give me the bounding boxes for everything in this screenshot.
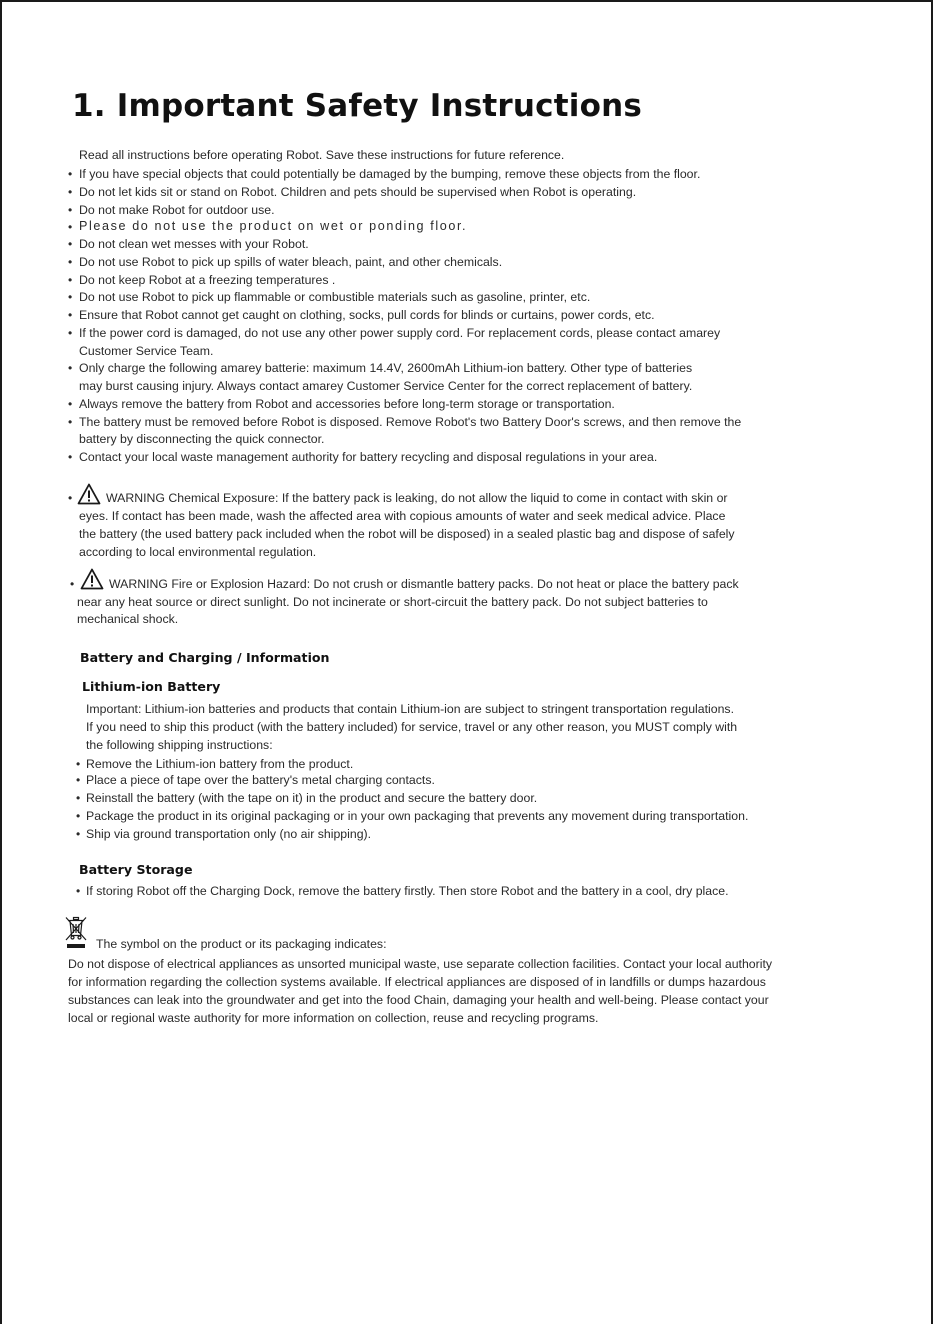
bullet-marker: • [68, 273, 73, 287]
bullet-marker: • [68, 203, 73, 217]
bullet-marker: • [68, 255, 73, 269]
safety-item: Do not keep Robot at a freezing temperatures . [79, 273, 336, 287]
warning-chemical-text: according to local environmental regulation. [79, 545, 317, 559]
crossed-bin-icon [64, 916, 88, 951]
warning-chemical-text: WARNING Chemical Exposure: If the battery pack is leaking, do not allow the liquid to come in contact with skin or [106, 491, 728, 505]
warning-chemical-text: eyes. If contact has been made, wash the affected area with copious amounts of water and seek medical advice. Place [79, 509, 726, 523]
warning-fire-text: WARNING Fire or Explosion Hazard: Do not crush or dismantle battery packs. Do not heat or place the battery pack [109, 577, 739, 591]
safety-item: If the power cord is damaged, do not use any other power supply cord. For replacement cords, please contact amarey [79, 326, 721, 340]
bullet-marker: • [68, 361, 73, 375]
battery-storage-heading: Battery Storage [79, 862, 193, 877]
safety-item: Do not use Robot to pick up flammable or combustible materials such as gasoline, printer, etc. [79, 290, 591, 304]
weee-text: for information regarding the collection systems available. If electrical appliances are disposed of in landfills or dumps hazardous [68, 975, 766, 989]
bullet-marker: • [68, 185, 73, 199]
warning-chemical-text: the battery (the used battery pack included when the robot will be disposed) in a sealed plastic bag and dispose of safely [79, 527, 735, 541]
bullet-marker: • [70, 577, 75, 591]
bullet-marker: • [76, 827, 81, 841]
bullet-marker: • [68, 237, 73, 251]
weee-text: Do not dispose of electrical appliances as unsorted municipal waste, use separate collection facilities. Contact your local authority [68, 957, 773, 971]
bullet-marker: • [76, 884, 81, 898]
bullet-marker: • [68, 220, 73, 234]
storage-item: If storing Robot off the Charging Dock, remove the battery firstly. Then store Robot and the battery in a cool, dry place. [86, 884, 729, 898]
warning-triangle-icon [80, 568, 104, 590]
intro-text: Read all instructions before operating Robot. Save these instructions for future reference. [79, 148, 565, 162]
shipping-item: Ship via ground transportation only (no air shipping). [86, 827, 372, 841]
bullet-marker: • [68, 326, 73, 340]
safety-item: Only charge the following amarey batterie: maximum 14.4V, 2600mAh Lithium-ion battery. Other type of batteries [79, 361, 693, 375]
safety-item-continued: Customer Service Team. [79, 344, 214, 358]
safety-item: If you have special objects that could potentially be damaged by the bumping, remove these objects from the floor. [79, 167, 701, 181]
bullet-marker: • [76, 773, 81, 787]
bullet-marker: • [68, 167, 73, 181]
weee-text: local or regional waste authority for more information on collection, reuse and recycling programs. [68, 1011, 599, 1025]
safety-item: Contact your local waste management authority for battery recycling and disposal regulations in your area. [79, 450, 658, 464]
safety-item: Do not make Robot for outdoor use. [79, 203, 275, 217]
warning-fire-text: mechanical shock. [77, 612, 179, 626]
bullet-marker: • [68, 491, 73, 505]
bullet-marker: • [76, 791, 81, 805]
warning-triangle-icon [77, 483, 101, 505]
bullet-marker: • [76, 757, 81, 771]
weee-text: substances can leak into the groundwater and get into the food Chain, damaging your health and well-being. Please contact your [68, 993, 769, 1007]
safety-item: Please do not use the product on wet or ponding floor. [79, 219, 468, 233]
bullet-marker: • [68, 415, 73, 429]
page-title: 1. Important Safety Instructions [72, 88, 643, 124]
safety-item: Do not use Robot to pick up spills of water bleach, paint, and other chemicals. [79, 255, 503, 269]
shipping-item: Package the product in its original packaging or in your own packaging that prevents any movement during transportation. [86, 809, 749, 823]
safety-item: The battery must be removed before Robot is disposed. Remove Robot's two Battery Door's screws, and then remove the [79, 415, 742, 429]
safety-item: Do not clean wet messes with your Robot. [79, 237, 309, 251]
lithium-intro-text: Important: Lithium-ion batteries and products that contain Lithium-ion are subject to stringent transportation regulations. [86, 702, 734, 716]
lithium-battery-heading: Lithium-ion Battery [82, 679, 221, 694]
shipping-item: Reinstall the battery (with the tape on it) in the product and secure the battery door. [86, 791, 538, 805]
bullet-marker: • [68, 397, 73, 411]
battery-charging-heading: Battery and Charging / Information [80, 650, 330, 665]
safety-item: Ensure that Robot cannot get caught on clothing, socks, pull cords for blinds or curtains, power cords, etc. [79, 308, 655, 322]
safety-item-continued: battery by disconnecting the quick connector. [79, 432, 325, 446]
bullet-marker: • [68, 308, 73, 322]
lithium-intro-text: the following shipping instructions: [86, 738, 273, 752]
shipping-item: Remove the Lithium-ion battery from the product. [86, 757, 354, 771]
lithium-intro-text: If you need to ship this product (with the battery included) for service, travel or any other reason, you MUST comply with [86, 720, 738, 734]
bullet-marker: • [68, 450, 73, 464]
bullet-marker: • [68, 290, 73, 304]
weee-caption: The symbol on the product or its packaging indicates: [96, 937, 387, 951]
shipping-item: Place a piece of tape over the battery's metal charging contacts. [86, 773, 435, 787]
safety-item: Do not let kids sit or stand on Robot. Children and pets should be supervised when Robot is operating. [79, 185, 637, 199]
safety-item: Always remove the battery from Robot and accessories before long-term storage or transportation. [79, 397, 615, 411]
bullet-marker: • [76, 809, 81, 823]
safety-item-continued: may burst causing injury. Always contact amarey Customer Service Center for the correct replacement of battery. [79, 379, 693, 393]
warning-fire-text: near any heat source or direct sunlight. Do not incinerate or short-circuit the battery pack. Do not subject batteries to [77, 595, 708, 609]
